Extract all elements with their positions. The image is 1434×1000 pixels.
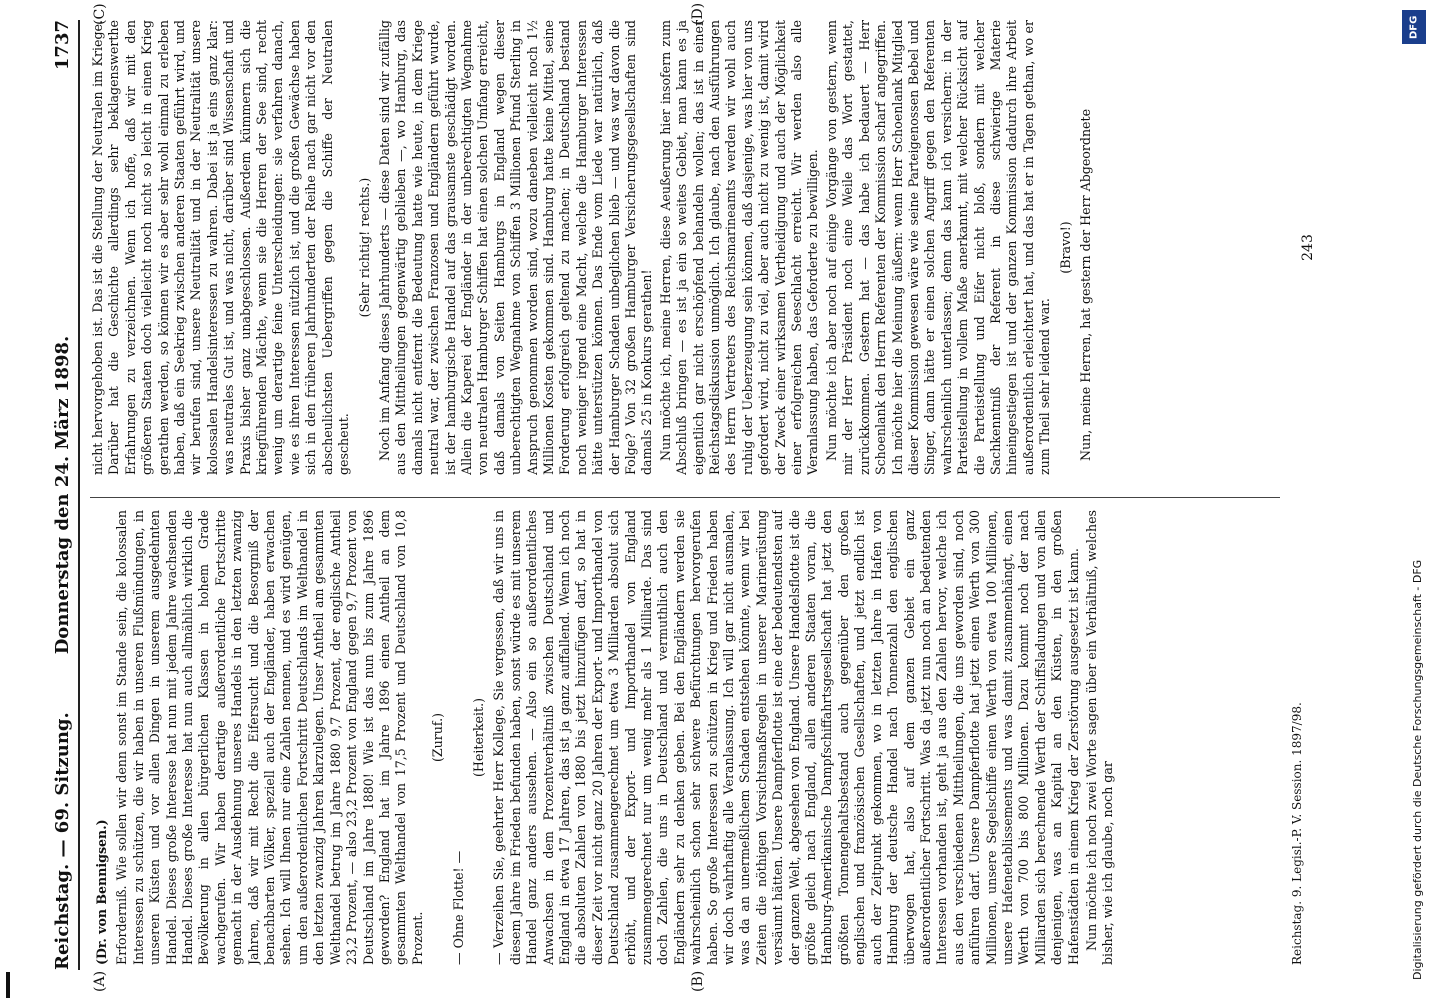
left-paragraph-3: Nun möchte ich noch zwei Worte sagen über ein Verhältniß, welches bisher, wie ich glaube, noch gar <box>1083 510 1116 965</box>
right-column <box>90 20 1280 475</box>
right-paragraph-2: Noch im Anfang dieses Jahrhunderts — diese Daten sind wir zufällig aus den Mittheilungen gegenwärtig geblieben —, wo Hamburg, das damals nicht entfernt die Bedeutung hatte wie heute, in dem Kriege neutral war, der zwischen Franzosen und Engländern geführt wurde, ist der hamburgische Handel auf das grausamste geschädigt worden. Allein die Kaperei der Engländer in der unberechtigten Wegnahme von neutralen Hamburger Schiffen hat einen solchen Umfang erreicht, daß damals von Seiten Hamburgs in England wegen dieser unberechtigten Wegnahme von Schiffen 3 Millionen Pfund Sterling in Anspruch genommen worden sind, wozu daneben vielleicht noch 1½ Millionen Kosten gekommen sind. Hamburg hatte keine Mittel, seine Forderung erfolgreich geltend zu machen; in Deutschland bestand noch weniger irgend eine Macht, welche die Hamburger Interessen hätte unterstützen können. Das Ende vom Liede war natürlich, daß der Hamburger Schaden unbeglichen blieb — und was war davon die Folge? Von 32 großen Hamburger Versicherungsgesellschaften sind damals 25 in Konkurs gerathen! <box>376 20 655 475</box>
margin-mark-d: (D) <box>690 2 706 25</box>
left-paragraph-2: — Verzeihen Sie, geehrter Herr Kollege, Sie vergessen, daß wir uns in diesem Jahre im Frieden befunden haben, sonst würde es mit unserem Handel ganz anders aussehen. — Also ein so außerordentliches Anwachsen in dem Prozentverhältniß zwischen Deutschland und England in etwa 17 Jahren, das ist ja ganz auffallend. Wenn ich noch die absoluten Zahlen von 1880 bis jetzt hinzufügen darf, so hat in dieser Zeit vor nicht ganz 20 Jahren der Export- und Importhandel von Deutschland zusammengerechnet um etwa 3 Milliarden absolut sich erhöht, und der Export- und Importhandel von England zusammengerechnet nur um wenig mehr als 1 Milliarde. Das sind doch Zahlen, die uns in Deutschland und vermuthlich auch den Engländern sehr zu denken geben. Bei den Engländern werden sie wahrscheinlich schon sehr schwere Befürchtungen hervorgerufen haben. So große Interessen zu schützen in Krieg und Frieden haben wir doch wahrhaftig alle Veranlassung. Ich will gar nicht ausmalen, was da an unermeßlichem Schaden entstehen könnte, wenn wir bei Zeiten die nöthigen Vorsichtsmaßregeln in unserer Marinerüstung versäumt hätten. Unsere Dampferflotte ist eine der bedeutendsten auf der ganzen Welt, abgesehen von England. Unsere Handelsflotte ist die größte gleich nach England, allen anderen Staaten voran, die Hamburg-Amerikanische Dampfschiffahrtsgesellschaft hat jetzt den größten Tonnengehaltsbestand auch gegenüber den großen englischen und französischen Gesellschaften, und jetzt endlich ist auch der Zeitpunkt gekommen, wo in letzten Jahre in Hafen von Hamburg der deutsche Handel nach Tonnenzahl den englischen überwogen hat, also auf dem ganzen Gebiet ein ganz außerordentlicher Fortschritt. Was da jetzt nun noch an bedeutenden Interessen vorhanden ist, geht ja aus den Zahlen hervor, welche ich aus den verschiedenen Mittheilungen, die uns geworden sind, noch anführen darf. Unsere Dampferflotte hat jetzt einen Werth von 300 Millionen, unsere Segelschiffe einen Werth von etwa 100 Millionen, unsere Hafenetablissements und was damit zusammenhängt, einen Werth von 700 bis 800 Millionen. Dazu kommt noch der nach Milliarden sich berechnende Werth der Schiffsladungen und von allen denjenigen, was an Kapital an den Küsten, in den großen Hafenstädten in einem Krieg der Zerstörung ausgesetzt ist kann. <box>491 510 1081 965</box>
margin-mark-b: (B) <box>690 970 706 992</box>
column-divider <box>90 497 1280 498</box>
header-page-number: 1737 <box>52 20 73 71</box>
footer-reference: Reichstag. 9. Legisl.-P. V. Session. 1897/98. <box>1290 702 1304 965</box>
margin-mark-a: (A) <box>92 970 108 992</box>
header-session: Reichstag. — 69. Sitzung. <box>52 712 73 970</box>
caption-text: Digitalisierung gefördert durch die Deutsche Forschungsgemeinschaft - DFG <box>1411 559 1424 980</box>
interjection: (Sehr richtig! rechts.) <box>356 177 372 318</box>
interjection: (Heiterkeit.) <box>470 698 486 777</box>
page-header <box>52 20 80 970</box>
margin-mark-c: (C) <box>92 3 108 25</box>
left-column <box>90 510 1280 965</box>
digitization-caption <box>1400 0 1432 1000</box>
header-date: Donnerstag den 24. März 1898. <box>52 335 73 655</box>
speaker-label: (Dr. von Bennigsen.) <box>94 819 109 965</box>
left-paragraph-1: Erforderniß. Wie sollen wir denn sonst im Stande sein, die kolossalen Interessen zu schützen, die wir haben in unseren Flußmündungen, in unseren Küsten und vor allen Dingen in unserem ausgedehnten Handel. Dieses große Interesse hat nun mit jedem Jahre wachsenden Handel. Dieses große Interesse hat nun auch allmählich wirklich die Bevölkerung in allen bürgerlichen Klassen in hohem Grade wachgerufen. Wir haben derartige außerordentliche Fortschritte gemacht in der Ausdehnung unseres Handels in den letzten zwanzig Jahren, daß wir mit Recht die Eifersucht und die Besorgniß der benachbarten Völker, speziell auch der Engländer, haben erwachen sehen. Ich will Ihnen nur eine Zahlen nennen, und es wird genügen, um den außerordentlichen Fortschritt Deutschlands im Welthandel in den letzten zwanzig Jahren klarzulegen. Unser Antheil am gesammten Welthandel betrug im Jahre 1880 9,7 Prozent, der englische Antheil 23,2 Prozent, — also 23,2 Prozent von England gegen 9,7 Prozent von Deutschland im Jahre 1880! Wie ist das nun bis zum Jahre 1896 geworden? England hat im Jahre 1896 einen Antheil an dem gesammten Welthandel von 17,5 Prozent und Deutschland von 10,8 Prozent. <box>114 510 425 965</box>
dfg-logo: DFG <box>1402 10 1426 44</box>
right-closing: Nun, meine Herren, hat gestern der Herr Abgeordnete <box>1077 108 1093 461</box>
bottom-page-number: 243 <box>1300 234 1316 261</box>
right-paragraph-3: Nun möchte ich, meine Herren, diese Aeußerung hier insofern zum Abschluß bringen — es ist ja ein so weites Gebiet, man kann es ja eigentlich gar nicht erschöpfend behandeln wollen; das ist in einer Reichstagsdiskussion unmöglich. Ich glaube, nach den Ausführungen des Herrn Vertreters des Reichsmarineamts werden wir wohl auch ruhig der Ueberzeugung sein können, daß dasjenige, was hier von uns gefordert wird, nicht zu viel, aber auch nicht zu wenig ist, damit wird der Zweck einer wirksamen Vertheidigung und auch der Möglichkeit einer erfolgreichen Seeschlacht erreicht. Wir werden also alle Veranlassung haben, das Geforderte zu bewilligen. <box>657 20 821 475</box>
quote: — Ohne Flotte! — <box>450 850 466 965</box>
interjection: (Zuruf.) <box>430 712 446 763</box>
right-paragraph-4: Nun möchte ich aber noch auf einige Vorgänge von gestern, wenn mir der Herr Präsident noch eine Weile das Wort gestattet, zurückkommen. Gestern hat — das habe ich bedauert — Herr Schoenlank den Herrn Referenten der Kommission scharf angegriffen. Ich möchte hier die Meinung äußern: wenn Herr Schoenlank Mitglied dieser Kommission gewesen wäre wie seine Parteigenossen Bebel und Singer, dann hätte er einen solchen Angriff gegen den Referenten wahrscheinlich unterlassen; denn das kann ich versichern: in der Parteistellung in vollem Maße anerkannt, mit welcher Rücksicht auf die Parteistellung und Eifer nicht bloß, sondern mit welcher Sachkenntniß der Referent in diese schwierige Materie hineingestiegen ist und der ganzen Kommission dadurch ihre Arbeit außerordentlich erleichtert hat, und das hat er in Tagen gethan, wo er zum Theil sehr leidend war. <box>823 20 1053 475</box>
right-paragraph-1: nicht hervorgehoben ist. Das ist die Stellung der Neutralen im Kriege. Darüber hat die Geschichte allerdings sehr beklagenswerthe Erfahrungen zu verzeichnen. Wenn ich hoffe, daß wir mit den größeren Staaten doch vielleicht noch nicht so leicht in einen Krieg gerathen werden, so können wir es aber sehr wohl einmal zu erleben haben, daß ein Seekrieg zwischen anderen Staaten geführt wird, und wir berufen sind, unsere Neutralität und in der Neutralität unsere kolossalen Handelsinteressen zu wahren. Dabei ist ja eins ganz klar: was neutrales Gut ist, und was nicht, darüber sind Wissenschaft und Praxis bisher ganz unabgeschlossen. Außerdem kümmern sich die kriegführenden Mächte, wenn sie die Herren der See sind, recht wenig um derartige feine Unterscheidungen: sie verfahren danach, wie es ihren Interessen nützlich ist, und die großen Gewächse haben sich in den früheren Jahrhunderten der Reihe nach gar nicht vor den abscheulichsten Uebergriffen gegen die Schiffe der Neutralen gescheut. <box>90 20 352 475</box>
interjection: (Bravo!) <box>1057 221 1073 274</box>
